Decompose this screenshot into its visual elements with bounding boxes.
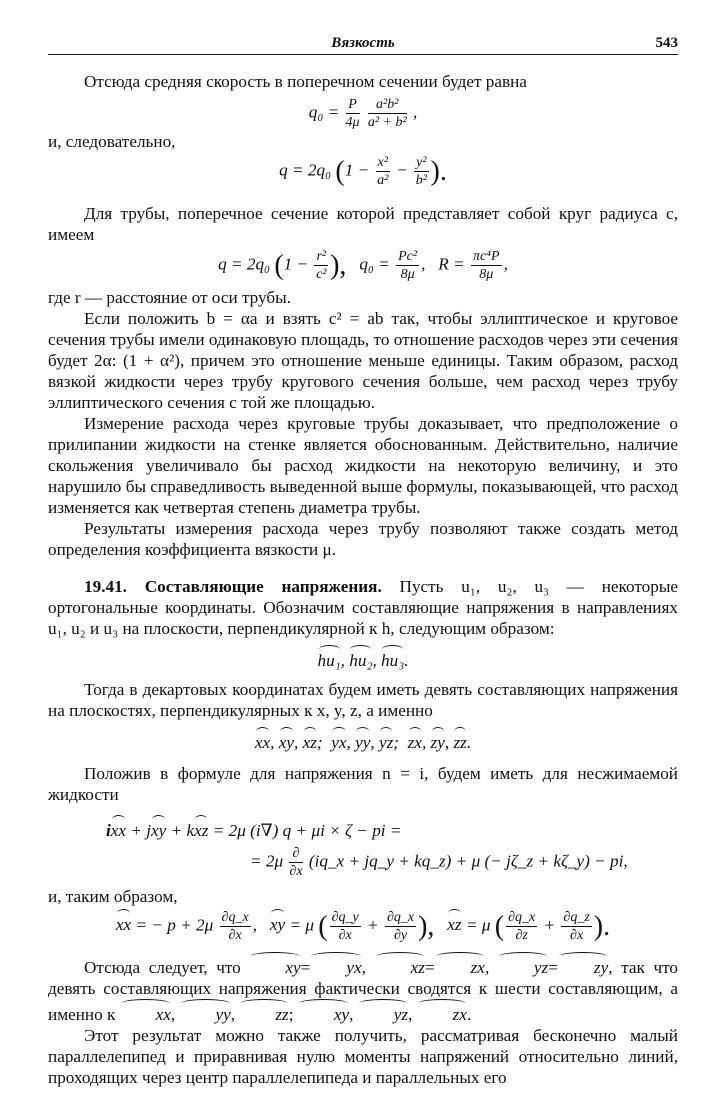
equation-4 — [48, 645, 678, 671]
eq2-one: 1 − — [344, 160, 370, 180]
paragraph-12: Этот результат можно также получить, рассматривая бесконечно малый параллелепипед и приравнивая нулю моменты напряжений относительно линий, проходящих через центр параллелепипеда и параллельных его — [48, 1026, 678, 1087]
eq6-2mu: = 2μ — [250, 851, 284, 871]
p11-ls: ; — [288, 1005, 294, 1024]
p11-lc3: , — [349, 1005, 354, 1024]
section-title: Составляющие напряжения. — [144, 577, 382, 596]
p11-end: . — [466, 1005, 472, 1024]
eq5-c3: , — [346, 733, 351, 752]
paragraph-4: где r — расстояние от оси трубы. — [48, 288, 291, 307]
section-number: 19.41. — [84, 577, 127, 596]
p11-c3: , — [608, 958, 613, 977]
eq2-frac-y: $\frac{\text{y²}}{\text{b²}}$ — [415, 155, 427, 188]
eq5-c2: , — [293, 733, 299, 752]
stress-hu2: hu₂ — [349, 645, 372, 671]
p11-yz: yz — [498, 952, 548, 978]
eq3-frac-r: $\frac{\text{r²}}{\text{c²}}$ — [316, 249, 327, 282]
stress-hu1: hu₁ — [318, 645, 341, 671]
eq5-s1: ; — [316, 733, 323, 752]
eq2-lhs: q = 2q₀ — [279, 160, 332, 180]
eq7-xy-rhs: = μ — [289, 915, 314, 935]
stress-yy: yy — [355, 727, 370, 753]
stress-yz: yz — [379, 727, 393, 753]
eq3-frac-q0: $\frac{\text{Pc²}}{8\mu}$ — [398, 249, 418, 282]
eq5-c5: , — [421, 733, 427, 752]
eq3-q0: q₀ = — [359, 254, 390, 274]
p11-eq-3: = — [548, 958, 558, 977]
p11-list-zx: zx — [417, 999, 467, 1025]
eq4-sep-2: , — [372, 651, 377, 670]
eq7-plus-1: + — [367, 915, 379, 935]
stress-zy: zy — [431, 727, 445, 753]
eq7-xx: xx — [116, 909, 131, 935]
stress-yx: yx — [331, 727, 346, 753]
paragraph-11 — [48, 952, 678, 1025]
eq5-c6: , — [444, 733, 450, 752]
paragraph-1: Отсюда средняя скорость в поперечном сечении будет равна — [84, 72, 527, 91]
eq4-sep-1: , — [340, 651, 345, 670]
p11-zy: zy — [558, 952, 608, 978]
eq2-close-paren: ). — [430, 156, 447, 187]
eq2-open-paren: ( — [335, 156, 345, 187]
paragraph-3: Для трубы, поперечное сечение которой представляет собой круг радиуса c, имеем — [48, 204, 678, 244]
p11-xz: xz — [375, 952, 425, 978]
eq7-plus-2: + — [543, 915, 556, 935]
eq7-close-1: ), — [418, 911, 435, 942]
eq6-i: i — [106, 821, 111, 840]
p11-list-xx: xx — [120, 999, 171, 1025]
p11-eq-1: = — [300, 958, 311, 977]
eq7-frac-3: $\frac{\partial q\_x}{\partial y}$ — [386, 910, 415, 943]
p11-zx: zx — [435, 952, 485, 978]
eq7-frac-5: $\frac{\partial q\_z}{\partial x}$ — [563, 910, 590, 943]
eq7-open-1: ( — [318, 911, 328, 942]
equation-6-line-1 — [48, 815, 678, 841]
section-19-41 — [48, 576, 678, 639]
eq5-c4: , — [370, 733, 375, 752]
paragraph-10: и, таким образом, — [48, 887, 178, 906]
eq1-tail: , — [412, 102, 418, 122]
stress-xx: xx — [255, 727, 270, 753]
stress-hu3: hu₃ — [381, 645, 404, 671]
eq3-sep: , — [421, 254, 426, 274]
eq6-rhs-1: = 2μ (i∇) q + μi × ζ − pi = — [212, 821, 402, 840]
p11-yx: yx — [310, 952, 361, 978]
eq3-one: 1 − — [283, 254, 309, 274]
eq6-xy: xy — [151, 815, 166, 841]
paragraph-6: Измерение расхода через круговые трубы доказывает, что предположение о прилипании жидкости на стенке является обоснованным. Действительно, наличие скольжения увеличивало бы расход жидкости на некоторую величину, и это нарушило бы справедливость выведенной выше формулы, показывающей, что расход изменяется как четвертая степень диаметра трубы. — [48, 414, 678, 517]
eq7-open-2: ( — [494, 911, 505, 942]
equation-5 — [48, 727, 678, 753]
paragraph-7: Результаты измерения расхода через трубу позволяют также создать метод определения коэффициента вязкости μ. — [48, 519, 678, 559]
paragraph-2: и, следовательно, — [48, 132, 176, 151]
eq5-c1: , — [270, 733, 275, 752]
running-header — [48, 30, 678, 55]
eq2-minus: − — [396, 160, 408, 180]
eq7-frac-2: $\frac{\partial q\_y}{\partial x}$ — [331, 910, 359, 943]
p11-eq-2: = — [424, 958, 435, 977]
p11-lc1: , — [170, 1005, 176, 1024]
eq7-frac-4: $\frac{\partial q\_x}{\partial z}$ — [508, 910, 536, 943]
eq3-close-paren: ), — [330, 250, 347, 281]
page-number: 543 — [655, 35, 678, 51]
p11-text-a: Отсюда следует, что — [84, 958, 241, 977]
eq7-xx-rhs: = − p + 2μ — [135, 915, 214, 935]
eq6-xz: xz — [194, 815, 208, 841]
eq4-end: . — [404, 651, 409, 670]
equation-3 — [48, 248, 678, 283]
eq7-close-2: ). — [593, 911, 611, 942]
p11-c1: , — [361, 958, 366, 977]
paragraph-5: Если положить b = αa и взять c² = ab так, чтобы эллиптическое и круговое сечения трубы имели одинаковую площадь, то отношение расходов через эти сечения будет 2α: (1 + α²), причем это отношение меньше единицы. Таким образом, расход вязкой жидкости через трубу кругового сечения больше, чем расход через трубу эллиптического сечения с той же площадью. — [48, 309, 678, 412]
eq3-r: R = — [438, 254, 465, 274]
eq6-k: + k — [170, 821, 195, 840]
eq7-sep: , — [252, 915, 257, 935]
stress-zx: zx — [408, 727, 422, 753]
p11-xy: xy — [249, 952, 300, 978]
equation-7 — [48, 909, 678, 944]
paragraph-9: Положив в формуле для напряжения n = i, будем иметь для несжимаемой жидкости — [48, 764, 678, 804]
eq5-end: . — [466, 733, 472, 752]
stress-zz: zz — [453, 727, 466, 753]
eq5-s2: ; — [393, 733, 400, 752]
eq3-tail: , — [503, 254, 508, 274]
p11-lc2: , — [230, 1005, 236, 1024]
paragraph-8: Тогда в декартовых координатах будем иметь девять составляющих напряжения на плоскостях, перпендикулярных к x, y, z, а именно — [48, 680, 678, 720]
p11-lc4: , — [408, 1005, 413, 1024]
eq2-frac-x: $\frac{\text{x²}}{\text{a²}}$ — [377, 155, 389, 188]
eq3-open-paren: ( — [274, 250, 284, 281]
equation-1 — [48, 96, 678, 131]
eq6-j: + j — [130, 821, 152, 840]
eq7-xz-rhs: = μ — [465, 915, 491, 935]
eq7-xz: xz — [447, 909, 461, 935]
eq7-xy: xy — [270, 909, 285, 935]
eq1-lhs: q₀ = — [308, 102, 340, 122]
eq1-frac-2: $\frac{\text{a²b²}}{\text{a² + b²}}$ — [367, 97, 407, 130]
eq3-q: q = 2q₀ — [218, 254, 271, 274]
stress-xz: xz — [303, 727, 317, 753]
p11-list-zz: zz — [239, 999, 288, 1025]
eq7-frac-1: $\frac{\partial q\_x}{\partial x}$ — [221, 910, 249, 943]
equation-6-line-2 — [48, 845, 678, 880]
equation-2 — [48, 154, 678, 189]
p11-c2: , — [484, 958, 490, 977]
running-title: Вязкость — [331, 35, 395, 51]
eq6-rhs-2: (iq_x + jq_y + kq_z) + μ (− jζ_z + kζ_y) − pi, — [308, 851, 628, 871]
p11-text-b: так что девять составляющих напряжения фактически сводятся к шести составляющим, а именно к — [48, 958, 679, 1024]
page — [48, 30, 678, 1088]
stress-xy: xy — [279, 727, 294, 753]
eq1-frac-1: $\frac{P}{4\mu}$ — [345, 97, 360, 130]
section-text: Пусть u₁, u₂, u₃ — некоторые ортогональные координаты. Обозначим составляющие напряжения в направлениях u₁, u₂ и u₃ на плоскости, перпендикулярной к h, следующим образом: — [48, 577, 679, 638]
eq6-xx: xx — [111, 815, 126, 841]
p11-list-yz: yz — [358, 999, 408, 1025]
eq6-d-dx: $\frac{\partial}{\partial x}$ — [289, 846, 303, 879]
p11-list-xy: xy — [298, 999, 349, 1025]
p11-list-yy: yy — [180, 999, 231, 1025]
eq3-frac-r-val: $\frac{\text{πc⁴P}}{8\mu}$ — [472, 249, 500, 282]
